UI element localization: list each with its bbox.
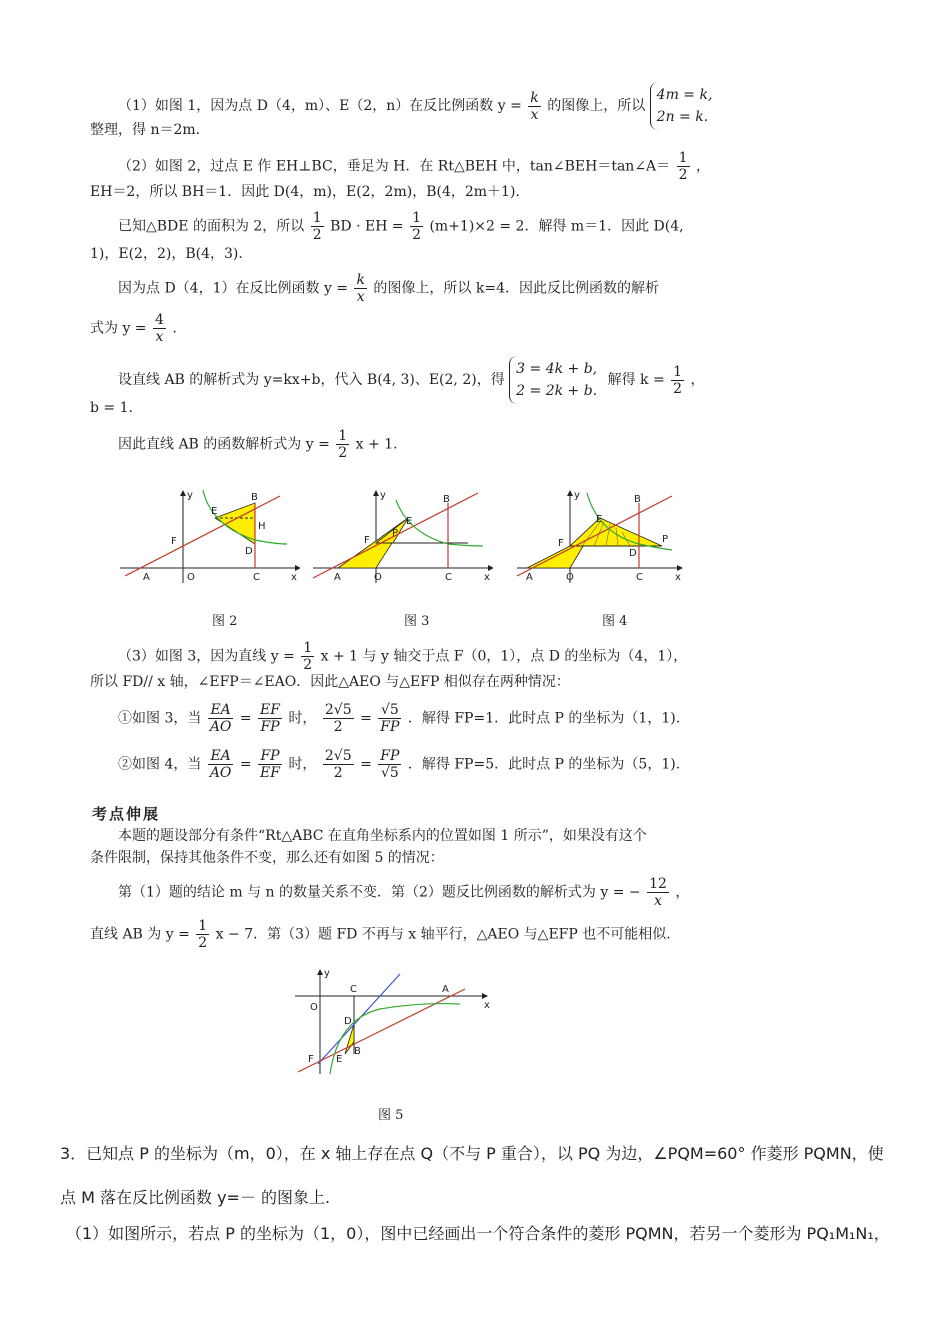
label-f: F — [558, 538, 564, 549]
label-b: B — [443, 494, 450, 505]
p14-text-c: ．解得 FP=1．此时点 P 的坐标为（1，1). — [407, 710, 681, 727]
p18-text-b: ， — [675, 884, 690, 901]
frac-num: 2√5 — [324, 702, 352, 718]
fraction-2root5-2 — [323, 748, 354, 781]
fraction-one-half — [671, 364, 684, 397]
line-ab — [298, 989, 465, 1072]
p19-line — [90, 918, 671, 951]
frac-den: √5 — [380, 765, 399, 781]
p2-line: 整理，得 n＝2m. — [90, 122, 201, 138]
frac-num: EA — [208, 748, 234, 765]
label-p: P — [392, 528, 399, 539]
label-c: C — [253, 572, 260, 583]
p7-line — [118, 272, 659, 305]
frac-den: 2 — [198, 935, 208, 951]
label-e: E — [596, 514, 603, 525]
p19-text-a: 直线 AB 为 y = — [90, 926, 190, 943]
frac-num: 2√5 — [324, 748, 352, 764]
fraction-one-half — [336, 428, 349, 461]
p14-text-a: ①如图 3，当 — [118, 710, 202, 727]
label-b: B — [251, 492, 258, 503]
fraction-fp-root5 — [378, 748, 401, 781]
frac-den: EF — [260, 765, 280, 781]
frac-den: x — [356, 289, 365, 305]
line-ab — [125, 496, 280, 576]
caption-fig4: 图 4 — [602, 614, 628, 629]
figure-4 — [512, 488, 687, 588]
section-heading: 考点伸展 — [92, 805, 161, 823]
fraction-root5-fp — [378, 702, 401, 735]
frac-den: x — [530, 106, 539, 123]
p12-text-b: x + 1 与 y 轴交于点 F（0，1），点 D 的坐标为（4，1）， — [320, 648, 688, 665]
fraction-one-half — [677, 150, 690, 183]
p1-line — [118, 82, 718, 130]
y-arrow-icon — [373, 490, 379, 496]
label-o: O — [310, 1002, 318, 1013]
sys-line-2: 2n = k. — [656, 109, 709, 125]
frac-num: 1 — [673, 363, 683, 380]
figure-5 — [290, 964, 490, 1084]
equals-sign: = — [360, 756, 372, 773]
p9-text-b: 解得 k = — [607, 372, 665, 388]
label-d: D — [629, 548, 637, 559]
label-x: x — [484, 572, 490, 583]
label-x: x — [675, 572, 681, 583]
label-o: O — [187, 572, 195, 583]
q3-line-3: （1）如图所示，若点 P 的坐标为（1，0），图中已经画出一个符合条件的菱形 PQMN，若另一个菱形为 PQ₁M₁N₁， — [66, 1224, 890, 1243]
p4-line: EH＝2，所以 BH＝1．因此 D(4，m)，E(2，2m)，B(4，2m＋1). — [90, 184, 520, 200]
label-e: E — [211, 506, 218, 517]
label-f: F — [308, 1054, 314, 1065]
label-b: B — [634, 494, 641, 505]
frac-num: 4 — [155, 312, 164, 328]
p12-text-a: （3）如图 3，因为直线 y = — [118, 648, 295, 665]
p3-text-b: ， — [696, 158, 710, 175]
label-c: C — [636, 572, 643, 583]
frac-num: 1 — [678, 150, 688, 166]
p8-text-b: . — [172, 320, 177, 337]
label-a: A — [143, 572, 150, 583]
frac-den: AO — [209, 765, 232, 781]
frac-num: 1 — [303, 640, 313, 656]
p15-text-b: 时， — [288, 756, 317, 773]
fraction-k-over-x — [528, 90, 540, 123]
fraction-k-over-x — [354, 272, 366, 305]
label-a: A — [334, 572, 341, 583]
p19-text-b: x − 7．第（3）题 FD 不再与 x 轴平行，△AEO 与△EFP 也不可能相似. — [215, 926, 671, 943]
p1-text-a: （1）如图 1，因为点 D（4，m）、E（2，n）在反比例函数 y = — [118, 98, 522, 114]
label-d: D — [344, 1016, 352, 1027]
frac-num: √5 — [378, 702, 401, 719]
label-f: F — [364, 535, 370, 546]
label-e: E — [406, 516, 413, 527]
p11-line — [118, 428, 398, 461]
frac-num: 1 — [412, 210, 421, 226]
fraction-1 — [311, 210, 324, 243]
frac-den: FP — [260, 719, 280, 735]
p11-text-b: x + 1. — [355, 436, 398, 453]
figure-2 — [115, 488, 300, 588]
fraction-2 — [410, 210, 423, 243]
p3-line — [118, 150, 710, 183]
frac-den: 2 — [333, 719, 343, 735]
y-arrow-icon — [317, 969, 323, 975]
frac-den: x — [155, 329, 164, 345]
label-y: y — [324, 968, 330, 979]
frac-num: EA — [208, 702, 234, 719]
label-a: A — [526, 572, 533, 583]
frac-num: 1 — [198, 918, 208, 934]
p18-text-a: 第（1）题的结论 m 与 n 的数量关系不变．第（2）题反比例函数的解析式为 y = − — [118, 884, 641, 901]
fraction-2root5-2 — [323, 702, 354, 735]
frac-den: 2 — [678, 167, 688, 183]
y-arrow-icon — [567, 490, 573, 496]
p7-text-b: 的图像上，所以 k=4．因此反比例函数的解析 — [373, 280, 659, 297]
p12-line — [118, 640, 687, 673]
frac-den: FP — [380, 719, 400, 735]
equals-sign: = — [239, 756, 252, 773]
p15-line — [118, 748, 680, 781]
frac-den: x — [654, 893, 662, 909]
label-c: C — [350, 984, 357, 995]
p13-line: 所以 FD// x 轴，∠EFP＝∠EAO．因此△AEO 与△EFP 相似存在两种情况： — [90, 674, 570, 690]
p10-line: b = 1. — [90, 400, 133, 416]
sys-line-1: 4m = k, — [656, 87, 713, 103]
p8-line — [90, 312, 177, 345]
frac-num: EF — [260, 702, 280, 718]
fraction-one-half — [196, 918, 209, 951]
x-arrow-icon — [295, 565, 300, 571]
frac-num: 12 — [649, 876, 667, 892]
label-e: E — [336, 1054, 343, 1065]
frac-den: 2 — [303, 657, 313, 673]
frac-den: 2 — [312, 227, 322, 243]
fraction-fp-ef — [258, 748, 282, 781]
p14-line — [118, 702, 680, 735]
frac-den: 2 — [333, 765, 343, 781]
x-arrow-icon — [677, 565, 683, 571]
frac-den: 2 — [673, 380, 683, 397]
p15-text-c: ．解得 FP=5．此时点 P 的坐标为（5，1). — [407, 756, 681, 773]
p14-text-b: 时， — [288, 710, 317, 727]
x-arrow-icon — [488, 565, 493, 571]
p5-text-b: BD · EH = — [330, 218, 404, 235]
p9-text-c: ， — [690, 372, 705, 388]
fraction-one-half — [301, 640, 314, 673]
caption-fig2: 图 2 — [212, 614, 238, 629]
label-h: H — [258, 521, 266, 532]
caption-fig3: 图 3 — [404, 614, 430, 629]
label-y: y — [574, 490, 580, 501]
equals-sign: = — [239, 710, 252, 727]
fraction-ef-fp — [258, 702, 282, 735]
frac-num: k — [356, 272, 365, 288]
line-ab — [517, 496, 672, 576]
p1-text-b: 的图像上，所以 — [547, 98, 646, 114]
label-y: y — [380, 490, 386, 501]
p8-text-a: 式为 y = — [90, 320, 147, 337]
label-x: x — [484, 1000, 490, 1011]
equals-sign: = — [360, 710, 372, 727]
p9-line — [118, 356, 705, 404]
fraction-12-over-x — [647, 876, 669, 909]
p3-text-a: （2）如图 2，过点 E 作 EH⊥BC，垂足为 H．在 Rt△BEH 中，tan∠BEH＝tan∠A＝ — [118, 158, 671, 175]
equation-system-1 — [650, 82, 719, 130]
y-arrow-icon — [180, 490, 186, 496]
frac-num: 1 — [312, 210, 322, 226]
label-f: F — [171, 536, 177, 547]
frac-num: FP — [380, 748, 400, 764]
sys-line-2: 2 = 2k + b. — [516, 383, 598, 399]
fraction-ea-ao — [208, 748, 234, 781]
label-c: C — [445, 572, 452, 583]
q3-line-2: 点 M 落在反比例函数 y=－ 的图象上. — [60, 1188, 331, 1207]
p6-line: 1)，E(2，2)，B(4，3). — [90, 246, 243, 262]
frac-num: 1 — [338, 428, 348, 444]
triangle-bde — [345, 1024, 354, 1054]
p5-text-c: (m+1)×2 = 2．解得 m＝1．因此 D(4, — [429, 218, 684, 235]
sys-line-1: 3 = 4k + b, — [516, 361, 598, 377]
fraction-4-over-x — [153, 312, 166, 345]
caption-fig5: 图 5 — [378, 1108, 404, 1123]
p17-line: 条件限制，保持其他条件不变，那么还有如图 5 的情况： — [90, 850, 444, 866]
frac-den: AO — [209, 719, 232, 735]
frac-num: FP — [258, 748, 282, 765]
p11-text-a: 因此直线 AB 的函数解析式为 y = — [118, 436, 330, 453]
label-y: y — [187, 490, 193, 501]
q3-line-1: 3．已知点 P 的坐标为（m，0），在 x 轴上存在点 Q（不与 P 重合），以 PQ 为边，∠PQM=60° 作菱形 PQMN，使 — [60, 1144, 884, 1163]
frac-num: k — [530, 89, 539, 106]
label-b: B — [354, 1046, 361, 1057]
label-p: P — [662, 534, 669, 545]
figure-3 — [308, 488, 493, 588]
label-a: A — [442, 984, 449, 995]
equation-system-2 — [509, 356, 603, 404]
label-o: O — [566, 572, 574, 583]
p9-text-a: 设直线 AB 的解析式为 y=kx+b，代入 B(4, 3)、E(2, 2)，得 — [118, 372, 505, 388]
frac-den: 2 — [412, 227, 421, 243]
p18-line — [118, 876, 689, 909]
label-o: O — [374, 572, 382, 583]
label-d: D — [245, 546, 253, 557]
frac-den: 2 — [338, 445, 348, 461]
p5-line — [118, 210, 684, 243]
p15-text-a: ②如图 4，当 — [118, 756, 202, 773]
x-arrow-icon — [482, 993, 488, 999]
p16-line: 本题的题设部分有条件“Rt△ABC 在直角坐标系内的位置如图 1 所示”，如果没有这个 — [118, 828, 647, 844]
p7-text-a: 因为点 D（4，1）在反比例函数 y = — [118, 280, 349, 297]
fraction-ea-ao — [208, 702, 234, 735]
label-x: x — [291, 572, 297, 583]
p5-text-a: 已知△BDE 的面积为 2，所以 — [118, 218, 305, 235]
